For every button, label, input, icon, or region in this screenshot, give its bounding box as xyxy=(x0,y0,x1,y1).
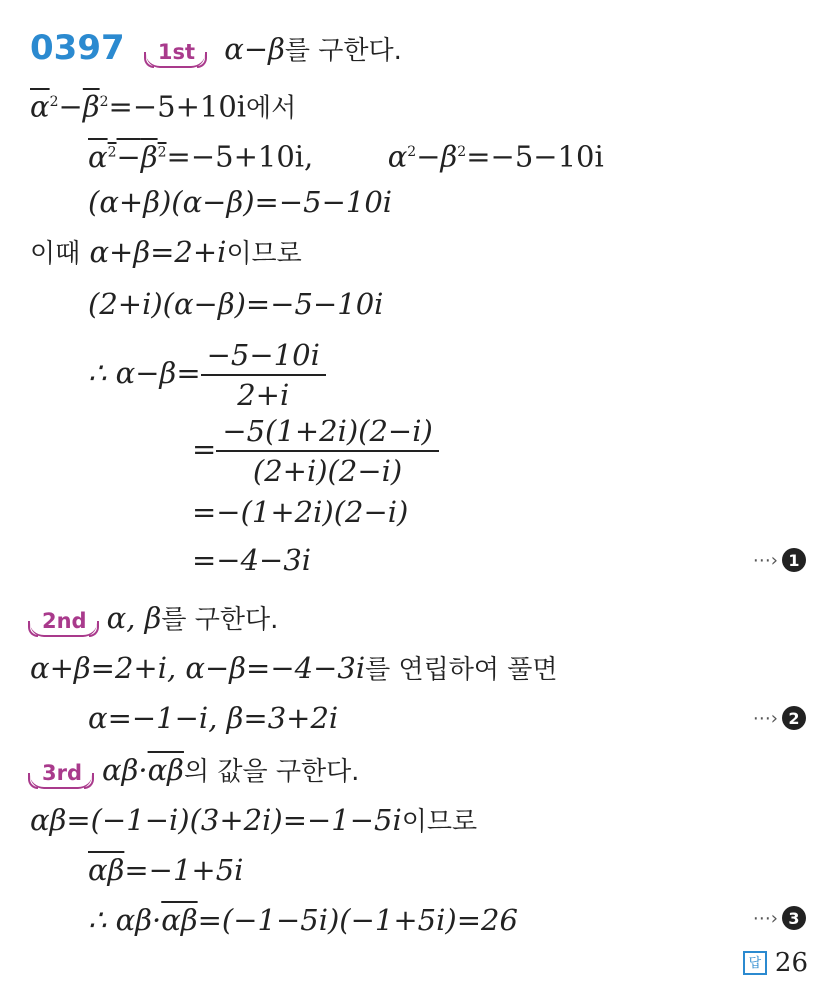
product-eq: αβ=(−1−i)(3+2i)=−1−5i xyxy=(30,803,402,837)
eq-line-14 xyxy=(88,900,518,940)
final-eq: =(−1−5i)(−1+5i)=26 xyxy=(197,903,518,937)
step1-title-text: 를 구한다. xyxy=(284,36,402,66)
dots-arrow-icon: ⋯› xyxy=(752,549,778,571)
step2-title-math: α, β xyxy=(106,601,162,635)
eq-line-5: (2+i)(α−β)=−5−10i xyxy=(88,287,384,321)
step3-title-text: 의 값을 구한다. xyxy=(183,757,360,787)
beta: β xyxy=(440,139,458,174)
circle-3-icon: 3 xyxy=(782,906,806,930)
text-idae: 이때 xyxy=(30,239,81,269)
text-imeuro: 이므로 xyxy=(226,239,302,269)
eq-suffix: 에서 xyxy=(246,93,297,124)
denominator: (2+i)(2−i) xyxy=(252,454,403,488)
eq-line-4 xyxy=(30,232,302,274)
eq-line-8: =−(1+2i)(2−i) xyxy=(192,495,409,529)
therefore-lhs: ∴ αβ· xyxy=(88,903,162,937)
conj-product: $\overline{\alpha\beta}$ xyxy=(88,853,125,887)
fraction-2 xyxy=(216,412,439,490)
eq-line-7 xyxy=(192,412,439,490)
marker-2 xyxy=(753,706,806,730)
answer-value: 26 xyxy=(774,948,808,978)
system-eqs: α+β=2+i, α−β=−4−3i xyxy=(30,651,366,685)
conj-product: $\overline{\alpha\beta}$ xyxy=(161,903,198,937)
alpha: α xyxy=(88,139,108,174)
minus: − xyxy=(416,139,441,174)
eq-rhs: =−5+10i xyxy=(108,89,247,124)
step3-math-b: $\overline{\alpha\beta}$ xyxy=(147,753,184,787)
dots-arrow-icon: ⋯› xyxy=(752,907,778,929)
problem-number: 0397 xyxy=(30,28,125,68)
step3-heading xyxy=(30,750,359,792)
step-tag-2nd: 2nd xyxy=(30,607,97,637)
eq-line-10 xyxy=(30,648,557,690)
eq-line-3: (α+β)(α−β)=−5−10i xyxy=(88,185,393,219)
beta-sq-conj: $\overline{\beta}$ xyxy=(82,89,100,124)
denominator: 2+i xyxy=(237,378,290,412)
step1-heading xyxy=(30,28,402,71)
alpha: α xyxy=(387,139,408,174)
circle-2-icon: 2 xyxy=(782,706,806,730)
eq-line-13 xyxy=(88,850,243,890)
step2-heading xyxy=(30,598,278,640)
step1-title-math: α−β xyxy=(224,32,285,66)
equals: = xyxy=(192,432,217,466)
answer-icon: 답 xyxy=(743,951,767,975)
eq-rhs-a: =−5+10i, xyxy=(166,139,314,174)
alpha-sq-conj: $\overline{\alpha}$ xyxy=(30,89,50,124)
text-imeuro: 이므로 xyxy=(401,807,478,837)
conj-value: =−1+5i xyxy=(124,853,244,887)
answer xyxy=(743,948,808,978)
beta: β xyxy=(140,139,158,174)
sum-eq: α+β=2+i xyxy=(89,235,227,269)
step3-math-a: αβ· xyxy=(102,753,148,787)
eq-line-1: $\overline{\alpha}^2-\overline{\beta}^2=-5+10i$에서 xyxy=(30,89,297,124)
numerator: −5−10i xyxy=(201,336,326,376)
marker-3 xyxy=(753,906,806,930)
eq-line-9: =−4−3i xyxy=(192,543,312,577)
step2-title-text: 를 구한다. xyxy=(161,605,279,635)
dots-arrow-icon: ⋯› xyxy=(752,707,778,729)
text-solve: 를 연립하여 풀면 xyxy=(365,655,558,685)
minus: − xyxy=(116,139,141,174)
eq-line-11: α=−1−i, β=3+2i xyxy=(88,701,339,735)
eq-line-2: $\alpha^2-\beta^2=-5+10i$, $\alpha^2-\beta^2=-5-10i$ xyxy=(88,139,604,174)
therefore-lhs: ∴ α−β= xyxy=(88,356,201,390)
fraction-1 xyxy=(201,336,326,414)
marker-1 xyxy=(753,548,806,572)
minus: − xyxy=(58,89,83,124)
step-tag-3rd: 3rd xyxy=(30,759,92,789)
step-tag-1st: 1st xyxy=(146,38,205,68)
numerator: −5(1+2i)(2−i) xyxy=(216,412,439,452)
circle-1-icon: 1 xyxy=(782,548,806,572)
eq-rhs-b: =−5−10i xyxy=(466,139,604,174)
eq-line-12 xyxy=(30,800,477,842)
eq-line-6 xyxy=(88,336,326,414)
